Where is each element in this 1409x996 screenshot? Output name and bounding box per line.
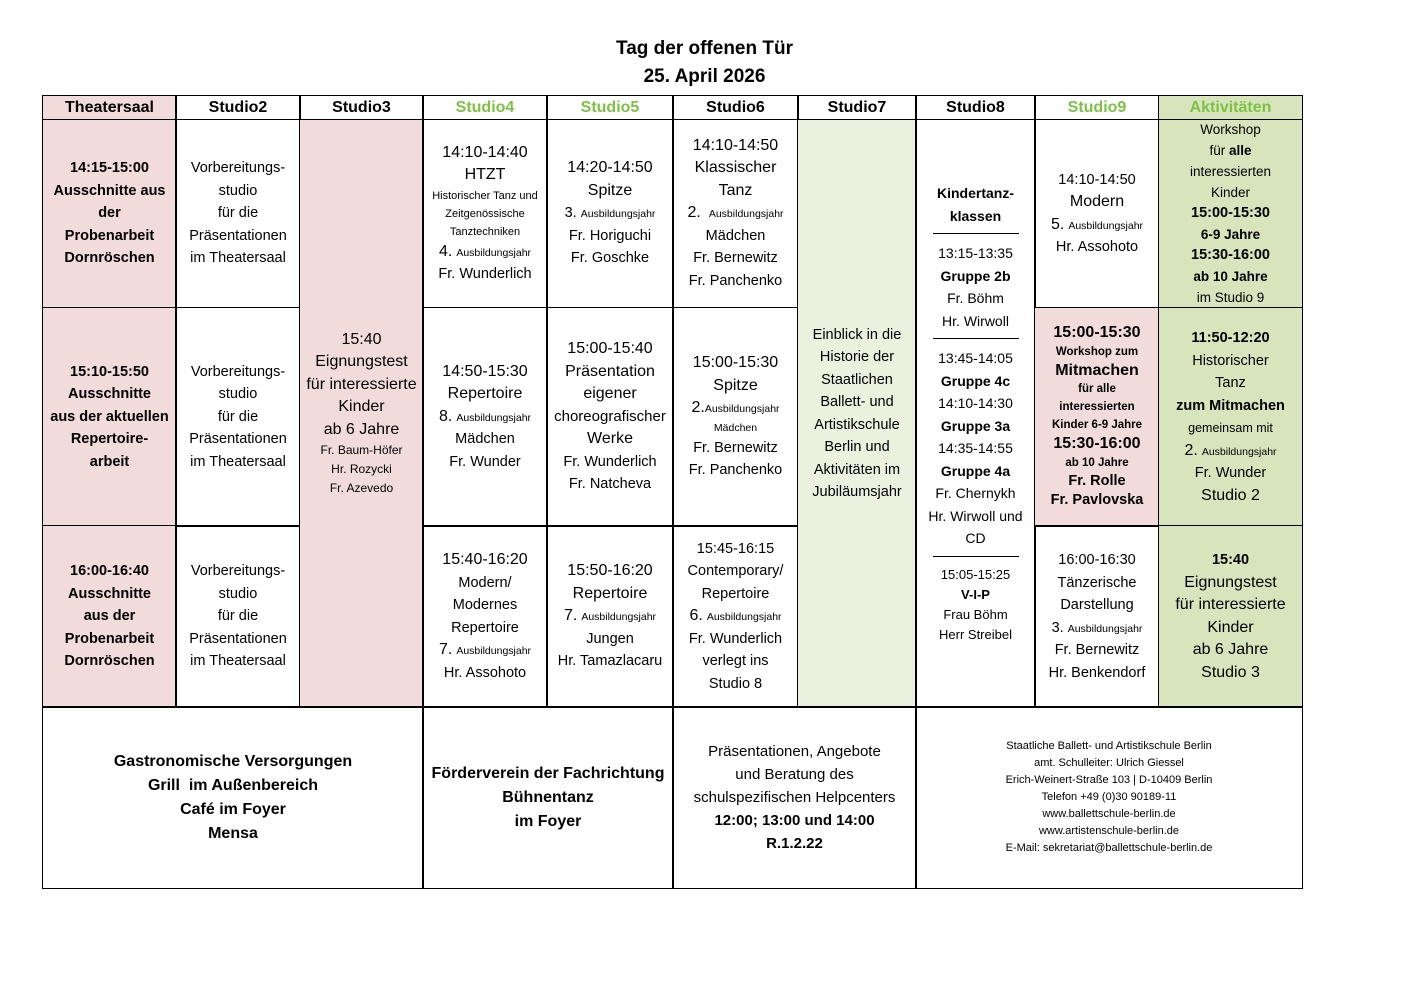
year-label: Ausbildungsjahr <box>580 208 656 221</box>
slot-title: Repertoire <box>572 584 648 602</box>
slot-title: Präsentation <box>565 362 655 380</box>
slot-title: Spitze <box>587 181 633 199</box>
slot-text: Workshop zum <box>1055 345 1139 358</box>
teacher: Fr. Wunder <box>449 453 521 470</box>
year-number: 2. <box>687 204 701 222</box>
group-name: Gruppe 4c <box>940 372 1011 389</box>
slot-title: Tanz <box>718 181 753 199</box>
year-label: Ausbildungsjahr <box>706 611 782 624</box>
year-number: 2. <box>1184 441 1198 459</box>
teacher: Fr. Bernewitz <box>693 439 778 456</box>
teacher: Frau Böhm <box>943 606 1008 622</box>
slot-text: Repertoire- <box>70 431 149 448</box>
slot-text: Präsentationen <box>189 431 287 448</box>
slot-time: 16:00-16:30 <box>1058 552 1136 568</box>
divider <box>933 338 1019 339</box>
slot-time: 15:30-16:00 <box>1191 247 1270 263</box>
slot-text: Staatlichen <box>821 371 893 388</box>
slot-text: ab 10 Jahre <box>1193 269 1268 284</box>
slot-title: Modern/ <box>458 574 512 591</box>
footer-text: und Beratung des <box>735 766 854 783</box>
slot-time: 14:10-14:30 <box>938 395 1013 412</box>
year-label: Ausbildungsjahr <box>456 246 532 259</box>
year-label: Ausbildungsjahr <box>708 208 784 221</box>
studio9-slot-3 <box>1034 525 1160 708</box>
slot-time: 15:40-16:20 <box>442 551 528 568</box>
year-number: 7. <box>563 607 578 625</box>
slot-location: Studio 2 <box>1201 486 1260 504</box>
slot-text: Eignungstest <box>1184 573 1277 591</box>
theatersaal-slot-3 <box>42 525 177 708</box>
slot-text: der <box>98 205 121 222</box>
teacher: Hr. Tamazlacaru <box>557 653 663 670</box>
slot-text: 6-9 Jahre <box>1200 227 1261 242</box>
slot-time: 11:50-12:20 <box>1191 330 1270 346</box>
slot-time: 14:10-14:50 <box>1058 171 1136 188</box>
slot-time: 15:05-15:25 <box>940 566 1011 582</box>
group-name: Gruppe 3a <box>940 417 1011 434</box>
school-head: amt. Schulleiter: Ulrich Giessel <box>1034 757 1184 769</box>
slot-text: alle <box>1228 143 1252 158</box>
studio3-slot <box>299 119 424 708</box>
slot-text: Probenarbeit <box>64 630 155 647</box>
slot-title: Modernes <box>452 597 518 613</box>
slot-text: für <box>1209 143 1229 158</box>
slot-text: für alle <box>1078 383 1116 396</box>
teacher: Hr. Wirwoll <box>942 312 1009 329</box>
footer-gastronomy <box>42 706 424 889</box>
teacher: Hr. Benkendorf <box>1048 664 1146 681</box>
slot-text: Historischer Tanz und <box>432 189 538 202</box>
slot-text: Ausschnitte <box>68 386 151 403</box>
header-studio7: Studio7 <box>797 95 917 120</box>
teacher: Fr. Böhm <box>947 290 1004 307</box>
slot-text: im Theatersaal <box>190 653 286 670</box>
studio5-slot-1 <box>546 119 674 308</box>
studio9-slot-2 <box>1034 307 1160 527</box>
slot-time: 15:00-15:30 <box>1191 205 1270 221</box>
teacher: Fr. Bernewitz <box>693 250 778 267</box>
year-label: Ausbildungsjahr <box>1201 445 1277 458</box>
slot-time: 15:10-15:50 <box>70 363 149 380</box>
studio7-slot <box>797 119 917 708</box>
school-address: Erich-Weinert-Straße 103 | D-10409 Berlin <box>1005 774 1213 786</box>
schedule-table <box>42 95 1303 889</box>
footer-text: Förderverein der Fachrichtung <box>431 764 665 782</box>
studio6-slot-1 <box>672 119 799 308</box>
group-name: Gruppe 4a <box>940 462 1011 479</box>
studio9-slot-1 <box>1034 119 1160 308</box>
footer-address <box>915 706 1303 889</box>
slot-text: zum Mitmachen <box>1176 397 1285 414</box>
slot-text: Mädchen <box>455 431 515 448</box>
slot-time: 14:10-14:50 <box>692 136 779 154</box>
teacher: Hr. Assohoto <box>1055 239 1139 255</box>
year-number: 5. <box>1050 215 1065 233</box>
slot-text: Kinder <box>1210 185 1251 200</box>
slot-text: Dornröschen <box>64 653 155 670</box>
slot-time: 13:15-13:35 <box>938 245 1013 262</box>
slot-text: für die <box>217 408 259 425</box>
school-website-link[interactable]: www.artistenschule-berlin.de <box>1038 825 1179 837</box>
aktivitaeten-slot-3 <box>1158 525 1303 708</box>
slot-text: Ballett- und <box>820 394 894 410</box>
studio6-slot-2 <box>672 307 799 527</box>
footer-foerderverein <box>422 706 674 889</box>
page-title: Tag der offenen Tür <box>616 38 793 59</box>
slot-text: Tanz <box>1215 375 1246 391</box>
slot-time: 16:00-16:40 <box>70 563 149 580</box>
slot-text: Präsentationen <box>189 227 287 244</box>
year-label: Ausbildungsjahr <box>704 403 780 416</box>
slot-text: ab 6 Jahre <box>1192 641 1269 658</box>
teacher: Fr. Bernewitz <box>1054 642 1140 658</box>
teacher: Fr. Wunderlich <box>563 453 657 470</box>
slot-text: interessierten <box>1189 164 1272 179</box>
teacher: Fr. Azevedo <box>329 481 394 496</box>
year-number: 2. <box>691 399 705 417</box>
slot-text: Artistikschule <box>814 416 900 433</box>
footer-text: Grill im Außenbereich <box>147 776 319 794</box>
slot-text: Berlin und <box>824 439 890 455</box>
slot-location: im Studio 9 <box>1196 290 1265 305</box>
slot-title: Werke <box>587 430 633 448</box>
slot-text: Kinder <box>338 398 385 416</box>
slot-title: Spitze <box>713 376 758 394</box>
slot-text: Mitmachen <box>1055 361 1139 379</box>
slot-text: Workshop <box>1200 122 1261 137</box>
slot-title: Darstellung <box>1060 597 1134 613</box>
teacher: Fr. Panchenko <box>688 462 783 479</box>
slot-text: Dornröschen <box>64 250 155 267</box>
slot-text: aus der <box>83 608 136 625</box>
aktivitaeten-slot-1 <box>1158 119 1303 308</box>
teacher: Hr. Assohoto <box>443 664 527 681</box>
slot-text: im Theatersaal <box>190 250 286 267</box>
teacher: Fr. Natcheva <box>568 476 652 493</box>
school-email-link[interactable]: E-Mail: sekretariat@ballettschule-berlin.de <box>1005 842 1213 854</box>
theatersaal-slot-1 <box>42 119 177 308</box>
slot-time: 14:35-14:55 <box>938 440 1013 457</box>
slot-text: Zeitgenössische <box>445 207 525 220</box>
slot-time: 14:20-14:50 <box>567 159 653 177</box>
slot-time: 15:40 <box>341 330 382 348</box>
studio4-slot-3 <box>422 525 548 708</box>
slot-text: ab 10 Jahre <box>1065 456 1129 469</box>
slot-text: Kinder 6-9 Jahre <box>1051 419 1143 432</box>
studio2-slot-1 <box>175 119 301 308</box>
studio2-slot-3 <box>175 525 301 708</box>
slot-text: ab 6 Jahre <box>323 420 400 438</box>
teacher: Fr. Baum-Höfer <box>320 443 403 458</box>
year-number: 3. <box>564 205 577 222</box>
slot-text: Mädchen <box>705 227 766 244</box>
divider <box>933 556 1019 557</box>
slot-title: Repertoire <box>451 619 519 636</box>
slot-text: für interessierte <box>1175 596 1286 613</box>
slot-time: 15:00-15:30 <box>692 354 779 372</box>
slot-time: 15:40 <box>1211 552 1250 568</box>
slot-location: Studio 3 <box>1201 663 1260 681</box>
year-label: Ausbildungsjahr <box>456 645 532 657</box>
footer-text: im Foyer <box>514 812 582 830</box>
slot-text: Jungen <box>586 630 634 647</box>
group-name: V-I-P <box>961 586 990 602</box>
group-name: Gruppe 2b <box>940 267 1011 284</box>
slot-text: für die <box>217 205 259 222</box>
slot-text: studio <box>218 585 258 602</box>
teacher: Fr. Horiguchi <box>568 227 652 244</box>
header-studio3: Studio3 <box>299 95 424 120</box>
header-theatersaal: Theatersaal <box>42 95 177 120</box>
slot-text: interessierten <box>1059 401 1135 414</box>
slot-time: 15:00-15:30 <box>1053 324 1141 342</box>
footer-text: Gastronomische Versorgungen <box>113 752 353 770</box>
slot-text: Vorbereitungs- <box>190 160 286 177</box>
aktivitaeten-slot-2 <box>1158 307 1303 527</box>
teacher: Fr. Wunderlich <box>438 266 532 282</box>
slot-time: 15:00-15:40 <box>567 340 653 358</box>
slot-heading: klassen <box>949 207 1002 224</box>
teacher: Herr Streibel <box>939 626 1012 642</box>
teacher: Fr. Goschke <box>570 250 650 267</box>
header-studio9: Studio9 <box>1034 95 1160 120</box>
footer-text: Mensa <box>208 824 258 842</box>
slot-text: für interessierte <box>306 375 417 393</box>
teacher: Fr. Rolle <box>1068 472 1126 489</box>
slot-time: 14:50-15:30 <box>442 362 528 380</box>
header-studio5: Studio5 <box>546 95 674 120</box>
divider <box>933 233 1019 234</box>
studio2-slot-2 <box>175 307 301 527</box>
year-label: Ausbildungsjahr <box>456 411 532 424</box>
footer-text: schulspezifischen Helpcenters <box>693 789 896 806</box>
studio6-slot-3 <box>672 525 799 708</box>
school-phone: Telefon +49 (0)30 90189-11 <box>1041 791 1177 803</box>
event-date: 25. April 2026 <box>643 66 766 87</box>
slot-text: Probenarbeit <box>64 227 155 244</box>
slot-text: Mädchen <box>713 421 758 434</box>
footer-room: R.1.2.22 <box>766 835 823 852</box>
teacher: Fr. Chernykh <box>935 485 1016 502</box>
header-aktivitaeten: Aktivitäten <box>1158 95 1303 120</box>
slot-title: HTZT <box>464 166 506 183</box>
school-website-link[interactable]: www.ballettschule-berlin.de <box>1042 808 1176 820</box>
theatersaal-slot-2 <box>42 307 177 527</box>
slot-time: 15:50-16:20 <box>567 562 653 580</box>
slot-title: choreografischer <box>554 407 666 425</box>
year-label: Ausbildungsjahr <box>1067 622 1143 635</box>
slot-text: für die <box>217 608 259 625</box>
header-studio6: Studio6 <box>672 95 799 120</box>
footer-text: Präsentationen, Angebote <box>708 743 881 760</box>
school-name: Staatliche Ballett- und Artistikschule Berlin <box>1006 740 1212 752</box>
footer-text: Bühnentanz <box>502 788 594 806</box>
footer-time: 12:00; 13:00 und 14:00 <box>714 812 875 829</box>
slot-text: Vorbereitungs- <box>190 363 286 380</box>
header-studio8: Studio8 <box>915 95 1036 120</box>
slot-text: Historischer <box>1192 352 1269 369</box>
slot-text: Eignungstest <box>315 353 408 371</box>
slot-text: Jubiläumsjahr <box>812 484 902 500</box>
year-label: Ausbildungsjahr <box>1068 219 1144 232</box>
year-number: 6. <box>689 607 703 625</box>
slot-title: Repertoire <box>447 385 523 403</box>
slot-title: Repertoire <box>701 585 770 602</box>
header-studio4: Studio4 <box>422 95 548 120</box>
year-number: 8. <box>438 407 453 425</box>
studio5-slot-2 <box>546 307 674 527</box>
teacher: Hr. Wirwoll und <box>928 507 1023 524</box>
year-number: 4. <box>438 242 453 260</box>
teacher: CD <box>965 530 986 547</box>
slot-text: verlegt ins <box>702 653 769 670</box>
slot-text: Tanztechniken <box>449 225 521 238</box>
slot-time: 15:30-16:00 <box>1053 435 1141 453</box>
teacher: Fr. Wunder <box>1194 465 1267 481</box>
year-number: 3. <box>1051 619 1064 636</box>
slot-text: Vorbereitungs- <box>190 563 286 580</box>
footer-text: Café im Foyer <box>180 800 286 818</box>
slot-text: studio <box>218 182 258 199</box>
slot-time: 14:10-14:40 <box>442 143 528 161</box>
slot-text: arbeit <box>89 453 130 470</box>
year-number: 7. <box>438 641 453 658</box>
studio8-slot <box>915 119 1036 708</box>
year-label: Ausbildungsjahr <box>581 611 657 624</box>
teacher: Hr. Rozycki <box>331 462 392 477</box>
slot-text: aus der aktuellen <box>50 408 169 425</box>
teacher: Fr. Panchenko <box>688 272 783 289</box>
slot-text: Einblick in die <box>812 326 902 343</box>
header-studio2: Studio2 <box>175 95 301 120</box>
teacher: Fr. Pavlovska <box>1050 492 1144 509</box>
slot-text: im Theatersaal <box>190 453 286 470</box>
slot-text: Studio 8 <box>708 675 763 692</box>
slot-text: Präsentationen <box>189 630 287 647</box>
slot-text: studio <box>218 386 258 403</box>
slot-text: Ausschnitte <box>68 585 151 602</box>
slot-title: Tänzerische <box>1057 574 1137 591</box>
slot-title: Klassischer <box>694 159 777 177</box>
studio4-slot-1 <box>422 119 548 308</box>
slot-text: Ausschnitte aus <box>53 182 166 199</box>
slot-text: gemeinsam mit <box>1188 421 1273 435</box>
slot-text: Kinder <box>1207 618 1254 636</box>
slot-time: 13:45-14:05 <box>938 350 1013 367</box>
slot-heading: Kindertanz- <box>937 185 1014 202</box>
slot-text: Aktivitäten im <box>813 461 901 478</box>
slot-title: eigener <box>583 385 637 403</box>
slot-time: 14:15-15:00 <box>70 160 149 177</box>
slot-text: Historie der <box>819 349 895 365</box>
teacher: Fr. Wunderlich <box>688 630 783 647</box>
slot-title: Modern <box>1069 193 1125 210</box>
slot-title: Contemporary/ <box>687 563 784 580</box>
studio5-slot-3 <box>546 525 674 708</box>
footer-helpcenter <box>672 706 917 889</box>
slot-time: 15:45-16:15 <box>696 540 775 557</box>
studio4-slot-2 <box>422 307 548 527</box>
